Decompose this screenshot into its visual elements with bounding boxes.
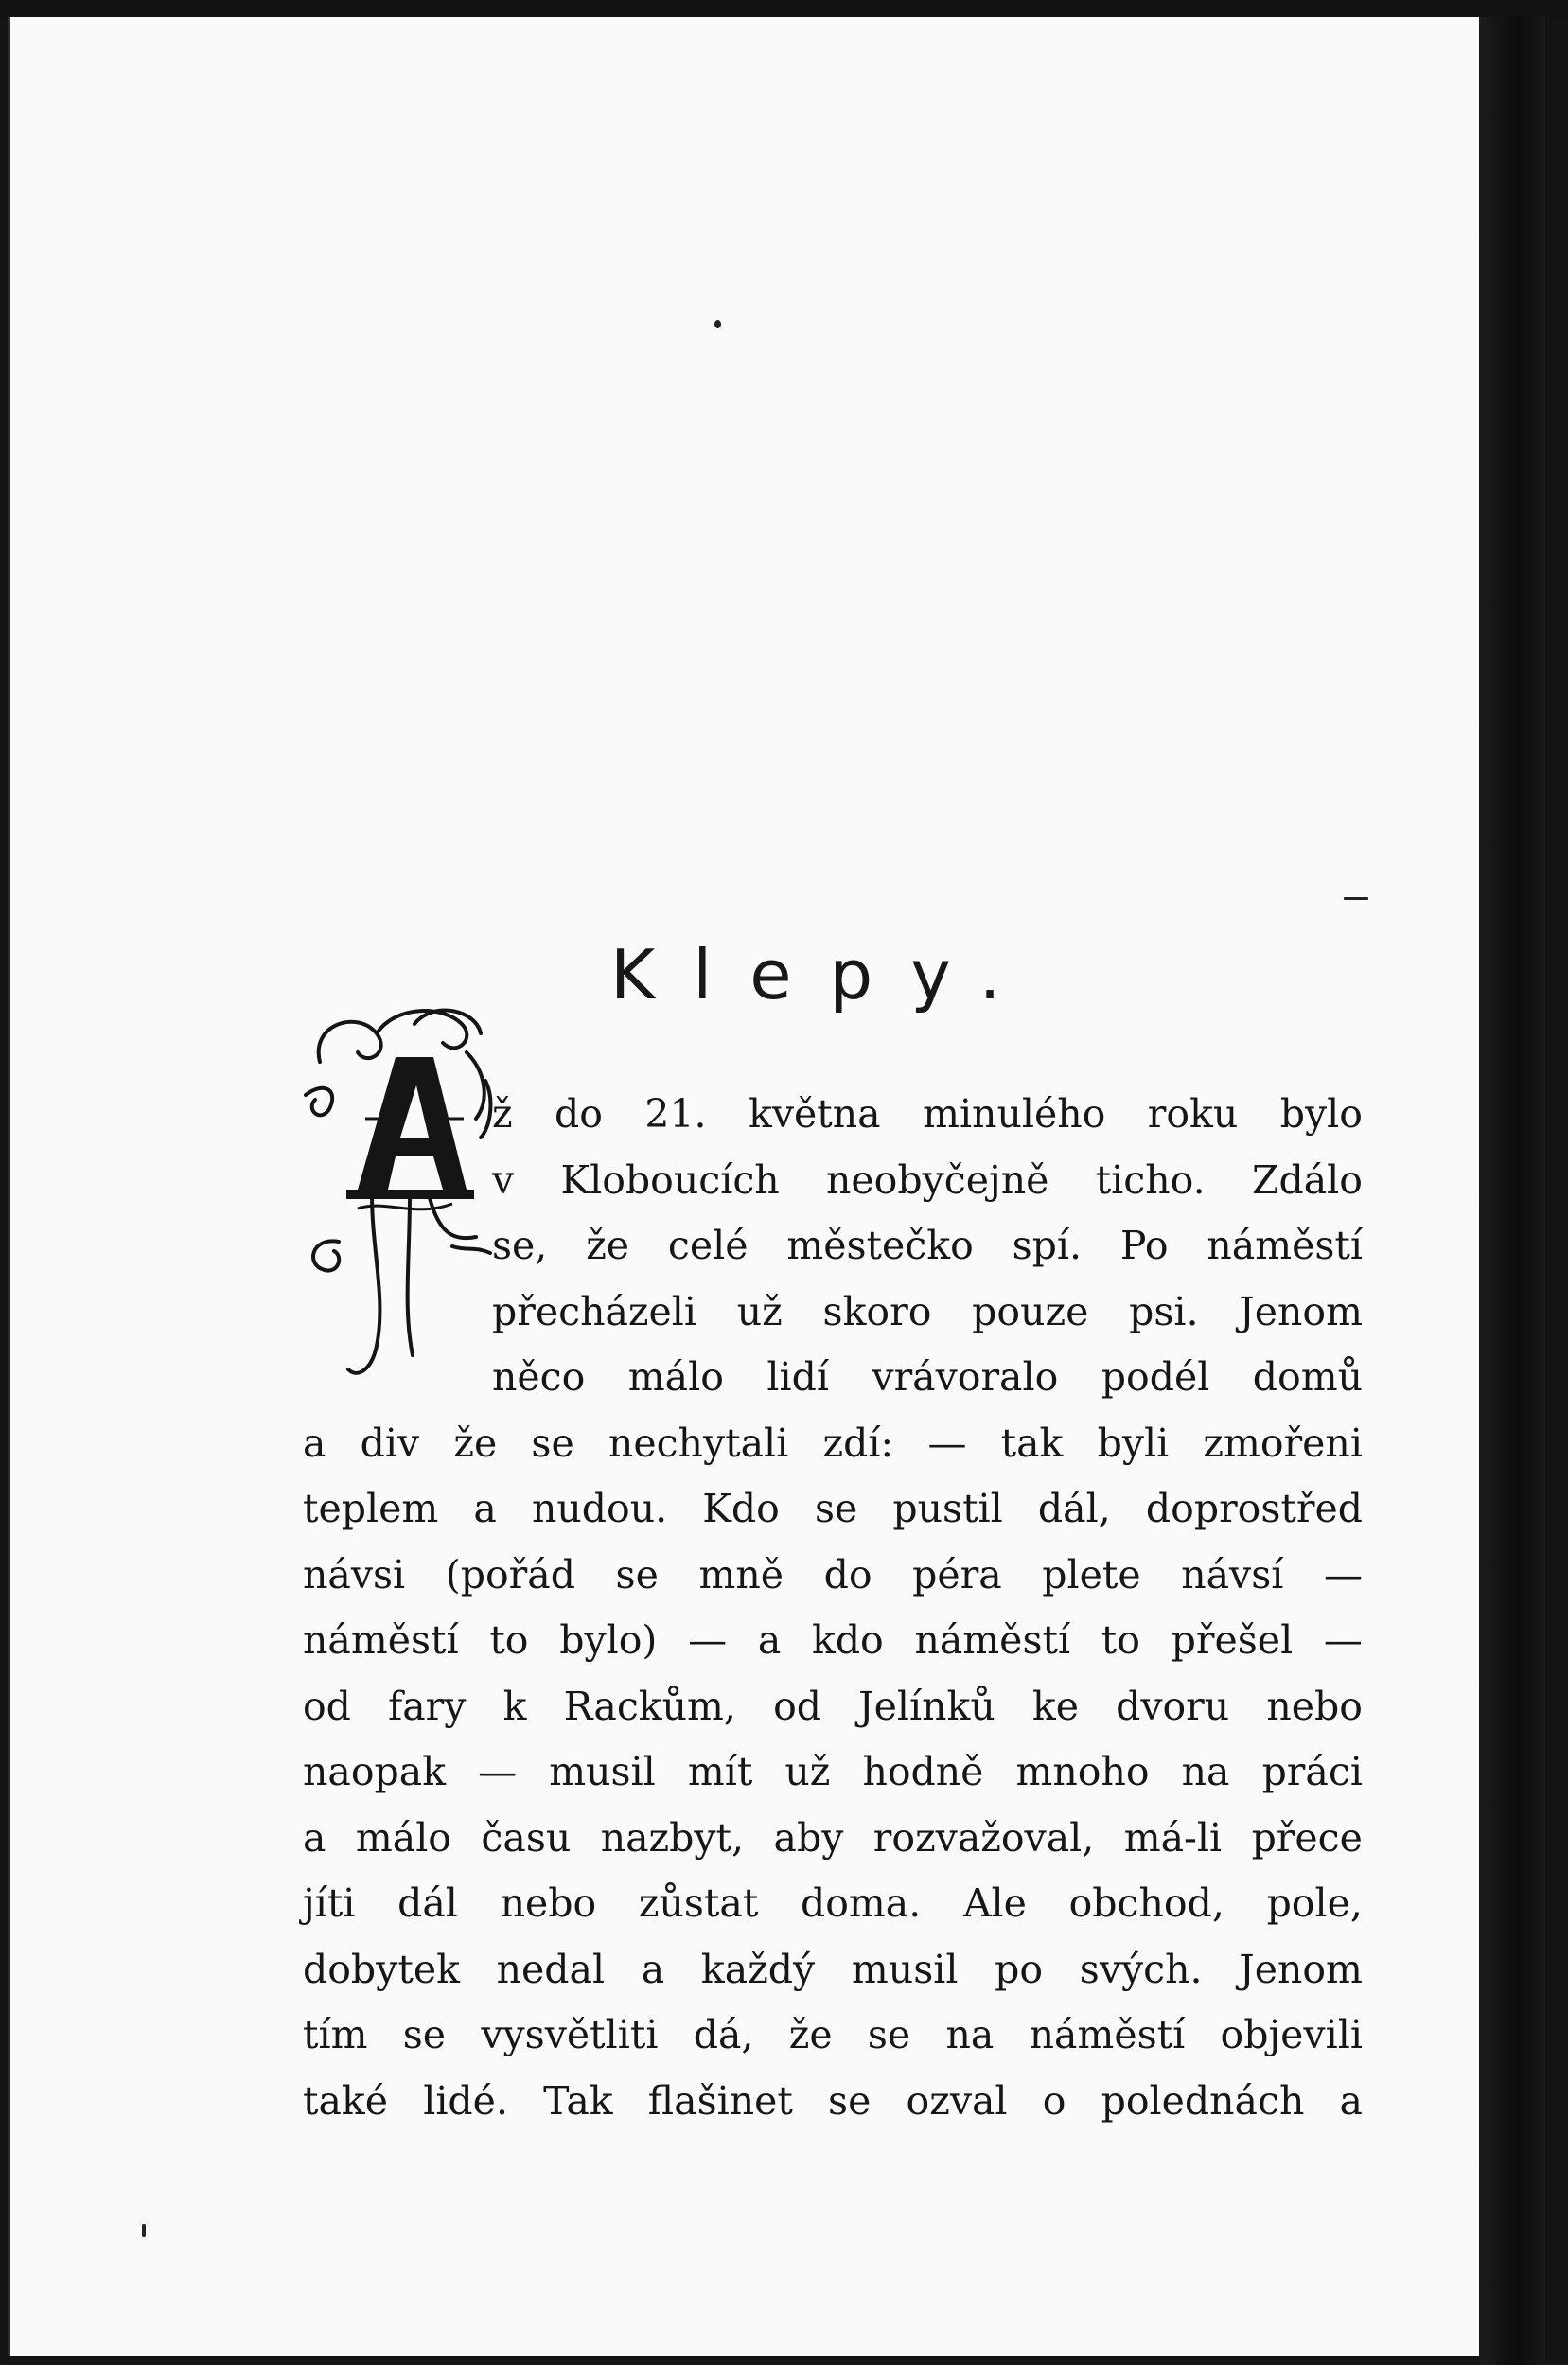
- text-line: teplem a nudou. Kdo se pustil dál, doprostřed: [303, 1486, 1363, 1531]
- text-line: a málo času nazbyt, aby rozvažoval, má-li přece: [303, 1814, 1363, 1861]
- text-line: jíti dál nebo zůstat doma. Ale obchod, pole,: [303, 1880, 1363, 1926]
- text-line: také lidé. Tak flašinet se ozval o polednách a: [303, 2077, 1363, 2124]
- text-line: přecházeli už skoro pouze psi. Jenom: [492, 1288, 1363, 1334]
- text-line: v Kloboucích neobyčejně ticho. Zdálo: [492, 1156, 1363, 1203]
- text-line: se, že celé městečko spí. Po náměstí: [492, 1223, 1363, 1268]
- text-line: návsi (pořád se mně do péra plete návsí —: [303, 1551, 1363, 1597]
- text-line: a div že se nechytali zdí: — tak byli zmořeni: [303, 1420, 1363, 1466]
- text-line: ž do 21. května minulého roku bylo: [492, 1091, 1363, 1137]
- chapter-body-text: [303, 1082, 1363, 2134]
- text-line: tím se vysvětliti dá, že se na náměstí objevili: [303, 2012, 1363, 2057]
- chapter-title: Klepy.: [610, 935, 1039, 1015]
- text-line: náměstí to bylo) — a kdo náměstí to přešel —: [303, 1617, 1363, 1663]
- scan-speck: [1344, 897, 1368, 900]
- text-line: naopak — musil mít už hodně mnoho na práci: [303, 1749, 1363, 1794]
- page-binding-edge: [1479, 17, 1545, 2365]
- text-line: dobytek nedal a každý musil po svých. Jenom: [303, 1946, 1363, 1992]
- scan-speck: [714, 320, 721, 328]
- text-line: něco málo lidí vrávoralo podél domů: [492, 1354, 1363, 1400]
- scan-speck: [142, 2224, 146, 2237]
- text-line: od fary k Rackům, od Jelínků ke dvoru nebo: [303, 1683, 1363, 1729]
